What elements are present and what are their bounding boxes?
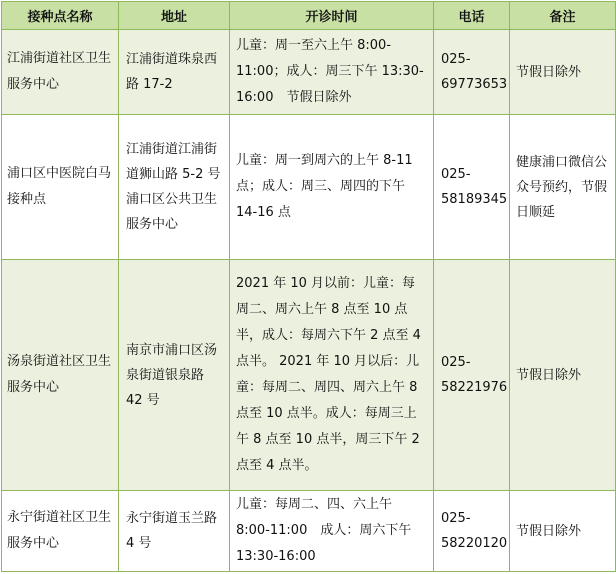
- note-cell: 节假日除外: [510, 491, 616, 572]
- address-cell: 江浦街道珠泉西路 17-2: [119, 30, 230, 115]
- site-name-cell: 永宁街道社区卫生服务中心: [2, 491, 119, 572]
- address-cell: 永宁街道玉兰路 4 号: [119, 491, 230, 572]
- hours-cell: 2021 年 10 月以前：儿童：每周二、周六上午 8 点至 10 点半，成人：每周六下午 2 点至 4 点半。 2021 年 10 月以后：儿童：每周二、周四、周六上午 8 点至 10 点半。成人：每周三上午 8 点至 10 点半，周三下午 2 点至 4 点半。: [230, 260, 434, 491]
- note-cell: 健康浦口微信公众号预约，节假日顺延: [510, 115, 616, 260]
- table-row: [2, 260, 616, 491]
- hours-cell: 儿童：周一到周六的上午 8-11 点；成人：周三、周四的下午 14-16 点: [230, 115, 434, 260]
- table-row: [2, 491, 616, 572]
- header-site-name: 接种点名称: [2, 2, 119, 30]
- phone-cell: 025-69773653: [434, 30, 510, 115]
- site-name-cell: 汤泉街道社区卫生服务中心: [2, 260, 119, 491]
- note-cell: 节假日除外: [510, 30, 616, 115]
- header-row: [2, 2, 616, 30]
- site-name-cell: 江浦街道社区卫生服务中心: [2, 30, 119, 115]
- address-cell: 南京市浦口区汤泉街道银泉路 42 号: [119, 260, 230, 491]
- phone-cell: 025-58221976: [434, 260, 510, 491]
- vaccination-sites-table: [1, 1, 616, 572]
- header-hours: 开诊时间: [230, 2, 434, 30]
- table-row: [2, 115, 616, 260]
- hours-cell: 儿童：周一至六上午 8:00-11:00；成人：周三下午 13:30-16:00 节假日除外: [230, 30, 434, 115]
- site-name-cell: 浦口区中医院白马接种点: [2, 115, 119, 260]
- header-address: 地址: [119, 2, 230, 30]
- header-notes: 备注: [510, 2, 616, 30]
- phone-cell: 025-58220120: [434, 491, 510, 572]
- phone-cell: 025-58189345: [434, 115, 510, 260]
- note-cell: 节假日除外: [510, 260, 616, 491]
- address-cell: 江浦街道江浦街道狮山路 5-2 号浦口区公共卫生服务中心: [119, 115, 230, 260]
- hours-cell: 儿童：每周二、四、六上午 8:00-11:00 成人：周六下午 13:30-16:00: [230, 491, 434, 572]
- header-phone: 电话: [434, 2, 510, 30]
- table-row: [2, 30, 616, 115]
